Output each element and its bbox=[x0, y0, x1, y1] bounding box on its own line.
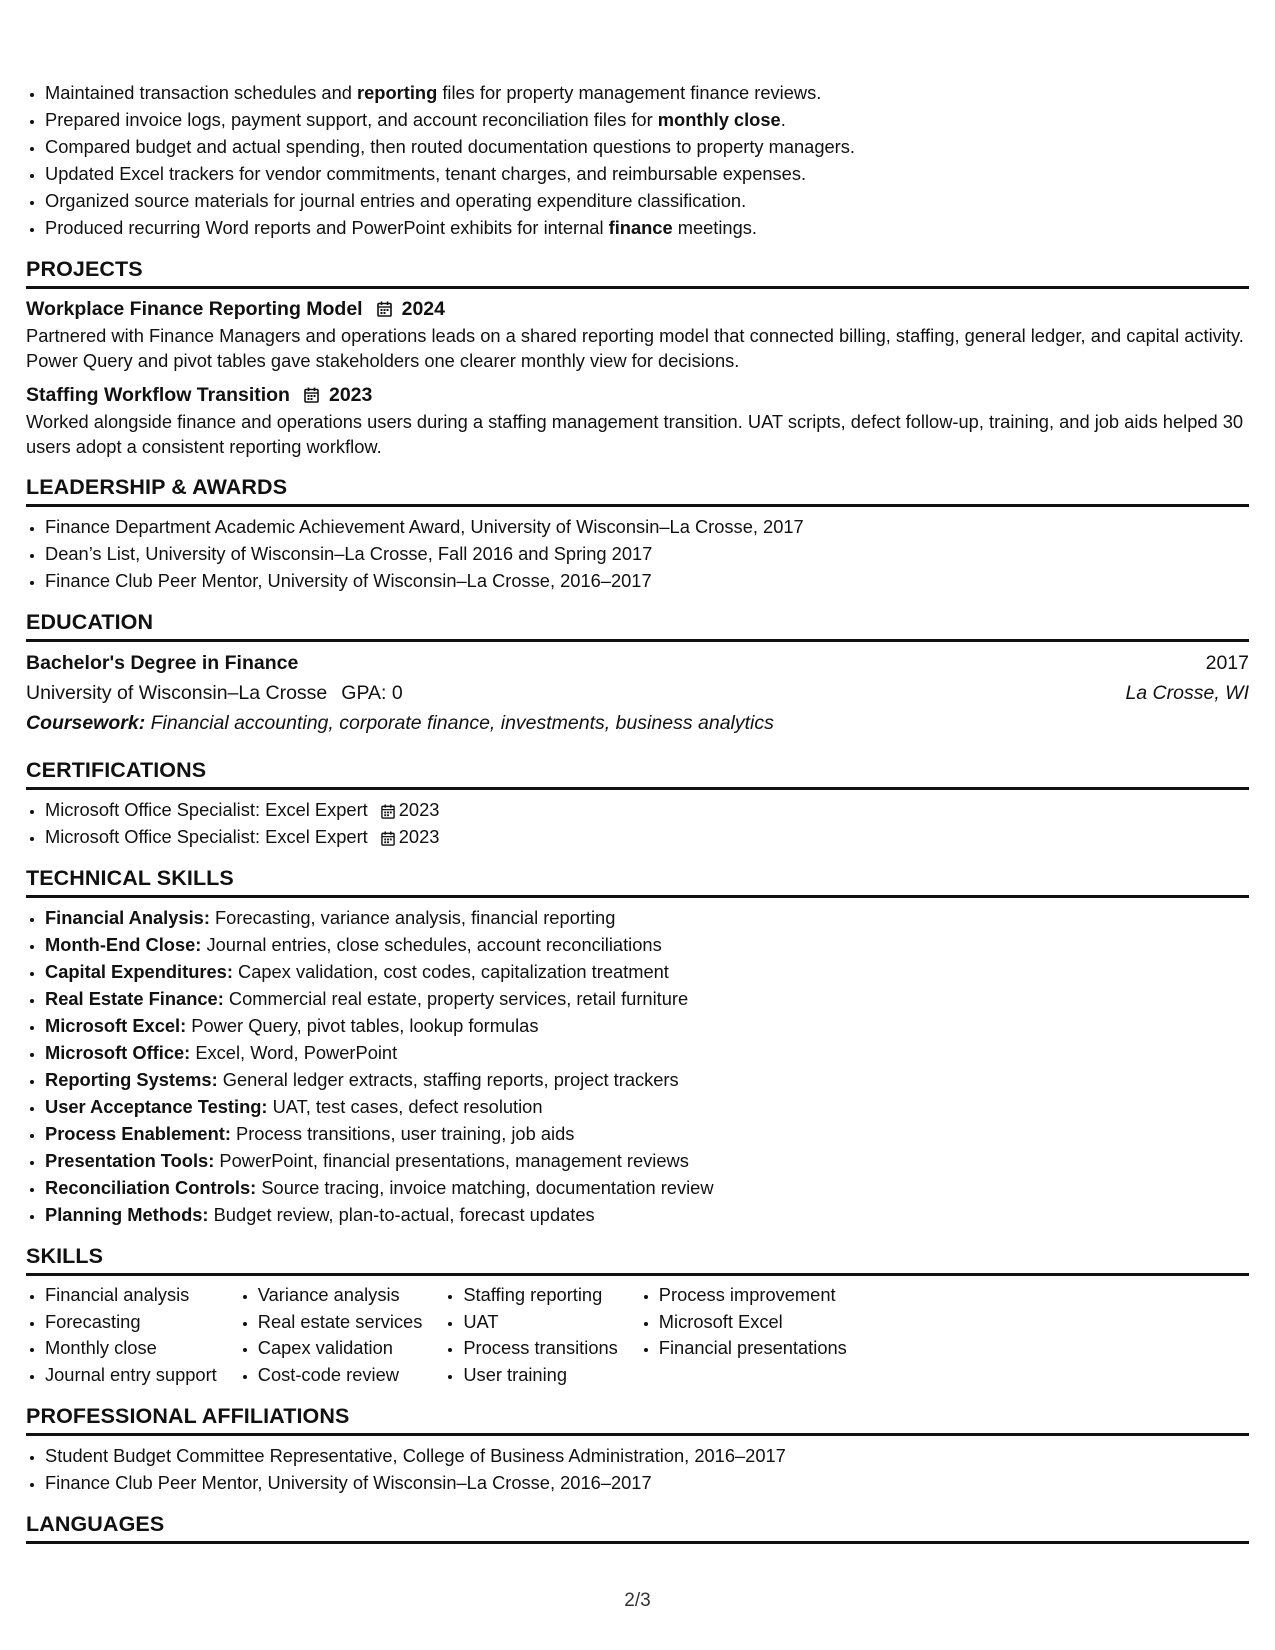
education-school-row bbox=[26, 678, 1249, 708]
list-item: • Variance analysis bbox=[258, 1282, 423, 1309]
list-item: • Process improvement bbox=[659, 1282, 847, 1309]
list-item: • Real Estate Finance: Commercial real estate, property services, retail furniture bbox=[45, 985, 1249, 1012]
list-item: • Planning Methods: Budget review, plan-to-actual, forecast updates bbox=[45, 1201, 1249, 1228]
technical-skills-section bbox=[26, 866, 1249, 1228]
list-item: • Financial Analysis: Forecasting, variance analysis, financial reporting bbox=[45, 904, 1249, 931]
list-item: • Finance Club Peer Mentor, University of Wisconsin–La Crosse, 2016–2017 bbox=[45, 1469, 1249, 1496]
affiliations-list bbox=[26, 1442, 1249, 1496]
calendar-icon bbox=[304, 387, 319, 403]
graduation-year: 2017 bbox=[1205, 652, 1249, 674]
list-item bbox=[45, 796, 1249, 823]
project-heading bbox=[26, 295, 1249, 323]
list-item: • Process transitions bbox=[463, 1335, 617, 1362]
calendar-icon bbox=[381, 831, 395, 846]
gpa: GPA: 0 bbox=[341, 682, 403, 704]
list-item: • Financial analysis bbox=[45, 1282, 217, 1309]
list-item: • Microsoft Office: Excel, Word, PowerPoint bbox=[45, 1039, 1249, 1066]
school-location: La Crosse, WI bbox=[1125, 682, 1249, 704]
experience-bullets bbox=[26, 79, 1249, 241]
list-item: • Process Enablement: Process transitions, user training, job aids bbox=[45, 1120, 1249, 1147]
technical-skills-list bbox=[26, 904, 1249, 1228]
coursework-text: Financial accounting, corporate finance, investments, business analytics bbox=[145, 712, 774, 734]
list-item: • User training bbox=[463, 1362, 617, 1389]
list-item: • Prepared invoice logs, payment support, and account reconciliation files for monthly close. bbox=[45, 106, 1249, 133]
languages-section bbox=[26, 1512, 1249, 1544]
cert-name: Microsoft Office Specialist: Excel Expert bbox=[45, 826, 368, 847]
list-item: • Finance Department Academic Achievement Award, University of Wisconsin–La Crosse, 2017 bbox=[45, 513, 1249, 540]
section-title: LANGUAGES bbox=[26, 1512, 1249, 1544]
section-title: LEADERSHIP & AWARDS bbox=[26, 475, 1249, 507]
list-item: • Student Budget Committee Representative, College of Business Administration, 2016–2017 bbox=[45, 1442, 1249, 1469]
list-item: • Journal entry support bbox=[45, 1362, 217, 1389]
coursework bbox=[26, 708, 1249, 738]
section-title: PROFESSIONAL AFFILIATIONS bbox=[26, 1404, 1249, 1436]
skills-grid bbox=[26, 1282, 1249, 1388]
list-item: • Finance Club Peer Mentor, University of Wisconsin–La Crosse, 2016–2017 bbox=[45, 567, 1249, 594]
leadership-section bbox=[26, 475, 1249, 594]
skills-column bbox=[444, 1282, 617, 1388]
calendar-icon bbox=[377, 301, 392, 317]
project-description: Partnered with Finance Managers and operations leads on a shared reporting model that connected billing, staffing, general ledger, and capital activity. Power Query and pivot tables gave stakeholders one clearer monthly view for decisions. bbox=[26, 325, 1244, 371]
list-item: • Presentation Tools: PowerPoint, financial presentations, management reviews bbox=[45, 1147, 1249, 1174]
calendar-icon bbox=[381, 804, 395, 819]
list-item bbox=[45, 823, 1249, 850]
project-heading bbox=[26, 381, 1249, 409]
leadership-list bbox=[26, 513, 1249, 594]
certifications-list bbox=[26, 796, 1249, 850]
page-number: 2/3 bbox=[624, 1590, 651, 1611]
skills-section bbox=[26, 1244, 1249, 1388]
list-item: • Microsoft Excel: Power Query, pivot tables, lookup formulas bbox=[45, 1012, 1249, 1039]
section-title: CERTIFICATIONS bbox=[26, 758, 1249, 790]
list-item: • Monthly close bbox=[45, 1335, 217, 1362]
list-item: • Capital Expenditures: Capex validation, cost codes, capitalization treatment bbox=[45, 958, 1249, 985]
list-item: • Updated Excel trackers for vendor commitments, tenant charges, and reimbursable expenses. bbox=[45, 160, 1249, 187]
list-item: • Real estate services bbox=[258, 1309, 423, 1336]
section-title: SKILLS bbox=[26, 1244, 1249, 1276]
list-item: • UAT bbox=[463, 1309, 617, 1336]
list-item: • Cost-code review bbox=[258, 1362, 423, 1389]
affiliations-section bbox=[26, 1404, 1249, 1496]
list-item: • Organized source materials for journal entries and operating expenditure classification. bbox=[45, 187, 1249, 214]
section-title: EDUCATION bbox=[26, 610, 1249, 642]
skills-column bbox=[26, 1282, 217, 1388]
project-name: Staffing Workflow Transition bbox=[26, 384, 290, 406]
education-header bbox=[26, 648, 1249, 678]
cert-name: Microsoft Office Specialist: Excel Expert bbox=[45, 799, 368, 820]
list-item: • Capex validation bbox=[258, 1335, 423, 1362]
certifications-section bbox=[26, 758, 1249, 850]
list-item: • Dean’s List, University of Wisconsin–La Crosse, Fall 2016 and Spring 2017 bbox=[45, 540, 1249, 567]
list-item: • Forecasting bbox=[45, 1309, 217, 1336]
list-item: • Financial presentations bbox=[659, 1335, 847, 1362]
list-item: • Microsoft Excel bbox=[659, 1309, 847, 1336]
project-name: Workplace Finance Reporting Model bbox=[26, 298, 363, 320]
education-section bbox=[26, 610, 1249, 738]
skills-column bbox=[239, 1282, 423, 1388]
list-item: • Staffing reporting bbox=[463, 1282, 617, 1309]
skills-column bbox=[640, 1282, 847, 1388]
section-title: TECHNICAL SKILLS bbox=[26, 866, 1249, 898]
list-item: • User Acceptance Testing: UAT, test cases, defect resolution bbox=[45, 1093, 1249, 1120]
resume-page bbox=[26, 79, 1249, 1550]
list-item: • Reporting Systems: General ledger extracts, staffing reports, project trackers bbox=[45, 1066, 1249, 1093]
list-item: • Produced recurring Word reports and PowerPoint exhibits for internal finance meetings. bbox=[45, 214, 1249, 241]
project-description: Worked alongside finance and operations users during a staffing management transition. UAT scripts, defect follow-up, training, and job aids helped 30 users adopt a consistent reporting workflow. bbox=[26, 411, 1244, 457]
project-year: 2023 bbox=[328, 384, 373, 406]
list-item: • Reconciliation Controls: Source tracing, invoice matching, documentation review bbox=[45, 1174, 1249, 1201]
cert-year: 2023 bbox=[398, 799, 440, 820]
project-year: 2024 bbox=[401, 298, 445, 320]
list-item: • Maintained transaction schedules and reporting files for property management finance reviews. bbox=[45, 79, 1249, 106]
section-title: PROJECTS bbox=[26, 257, 1249, 289]
list-item: • Month-End Close: Journal entries, close schedules, account reconciliations bbox=[45, 931, 1249, 958]
school-name: University of Wisconsin–La Crosse bbox=[26, 682, 328, 704]
projects-section bbox=[26, 257, 1249, 459]
cert-year: 2023 bbox=[398, 826, 440, 847]
list-item: • Compared budget and actual spending, then routed documentation questions to property managers. bbox=[45, 133, 1249, 160]
degree: Bachelor's Degree in Finance bbox=[26, 652, 299, 674]
coursework-label: Coursework: bbox=[26, 712, 146, 734]
